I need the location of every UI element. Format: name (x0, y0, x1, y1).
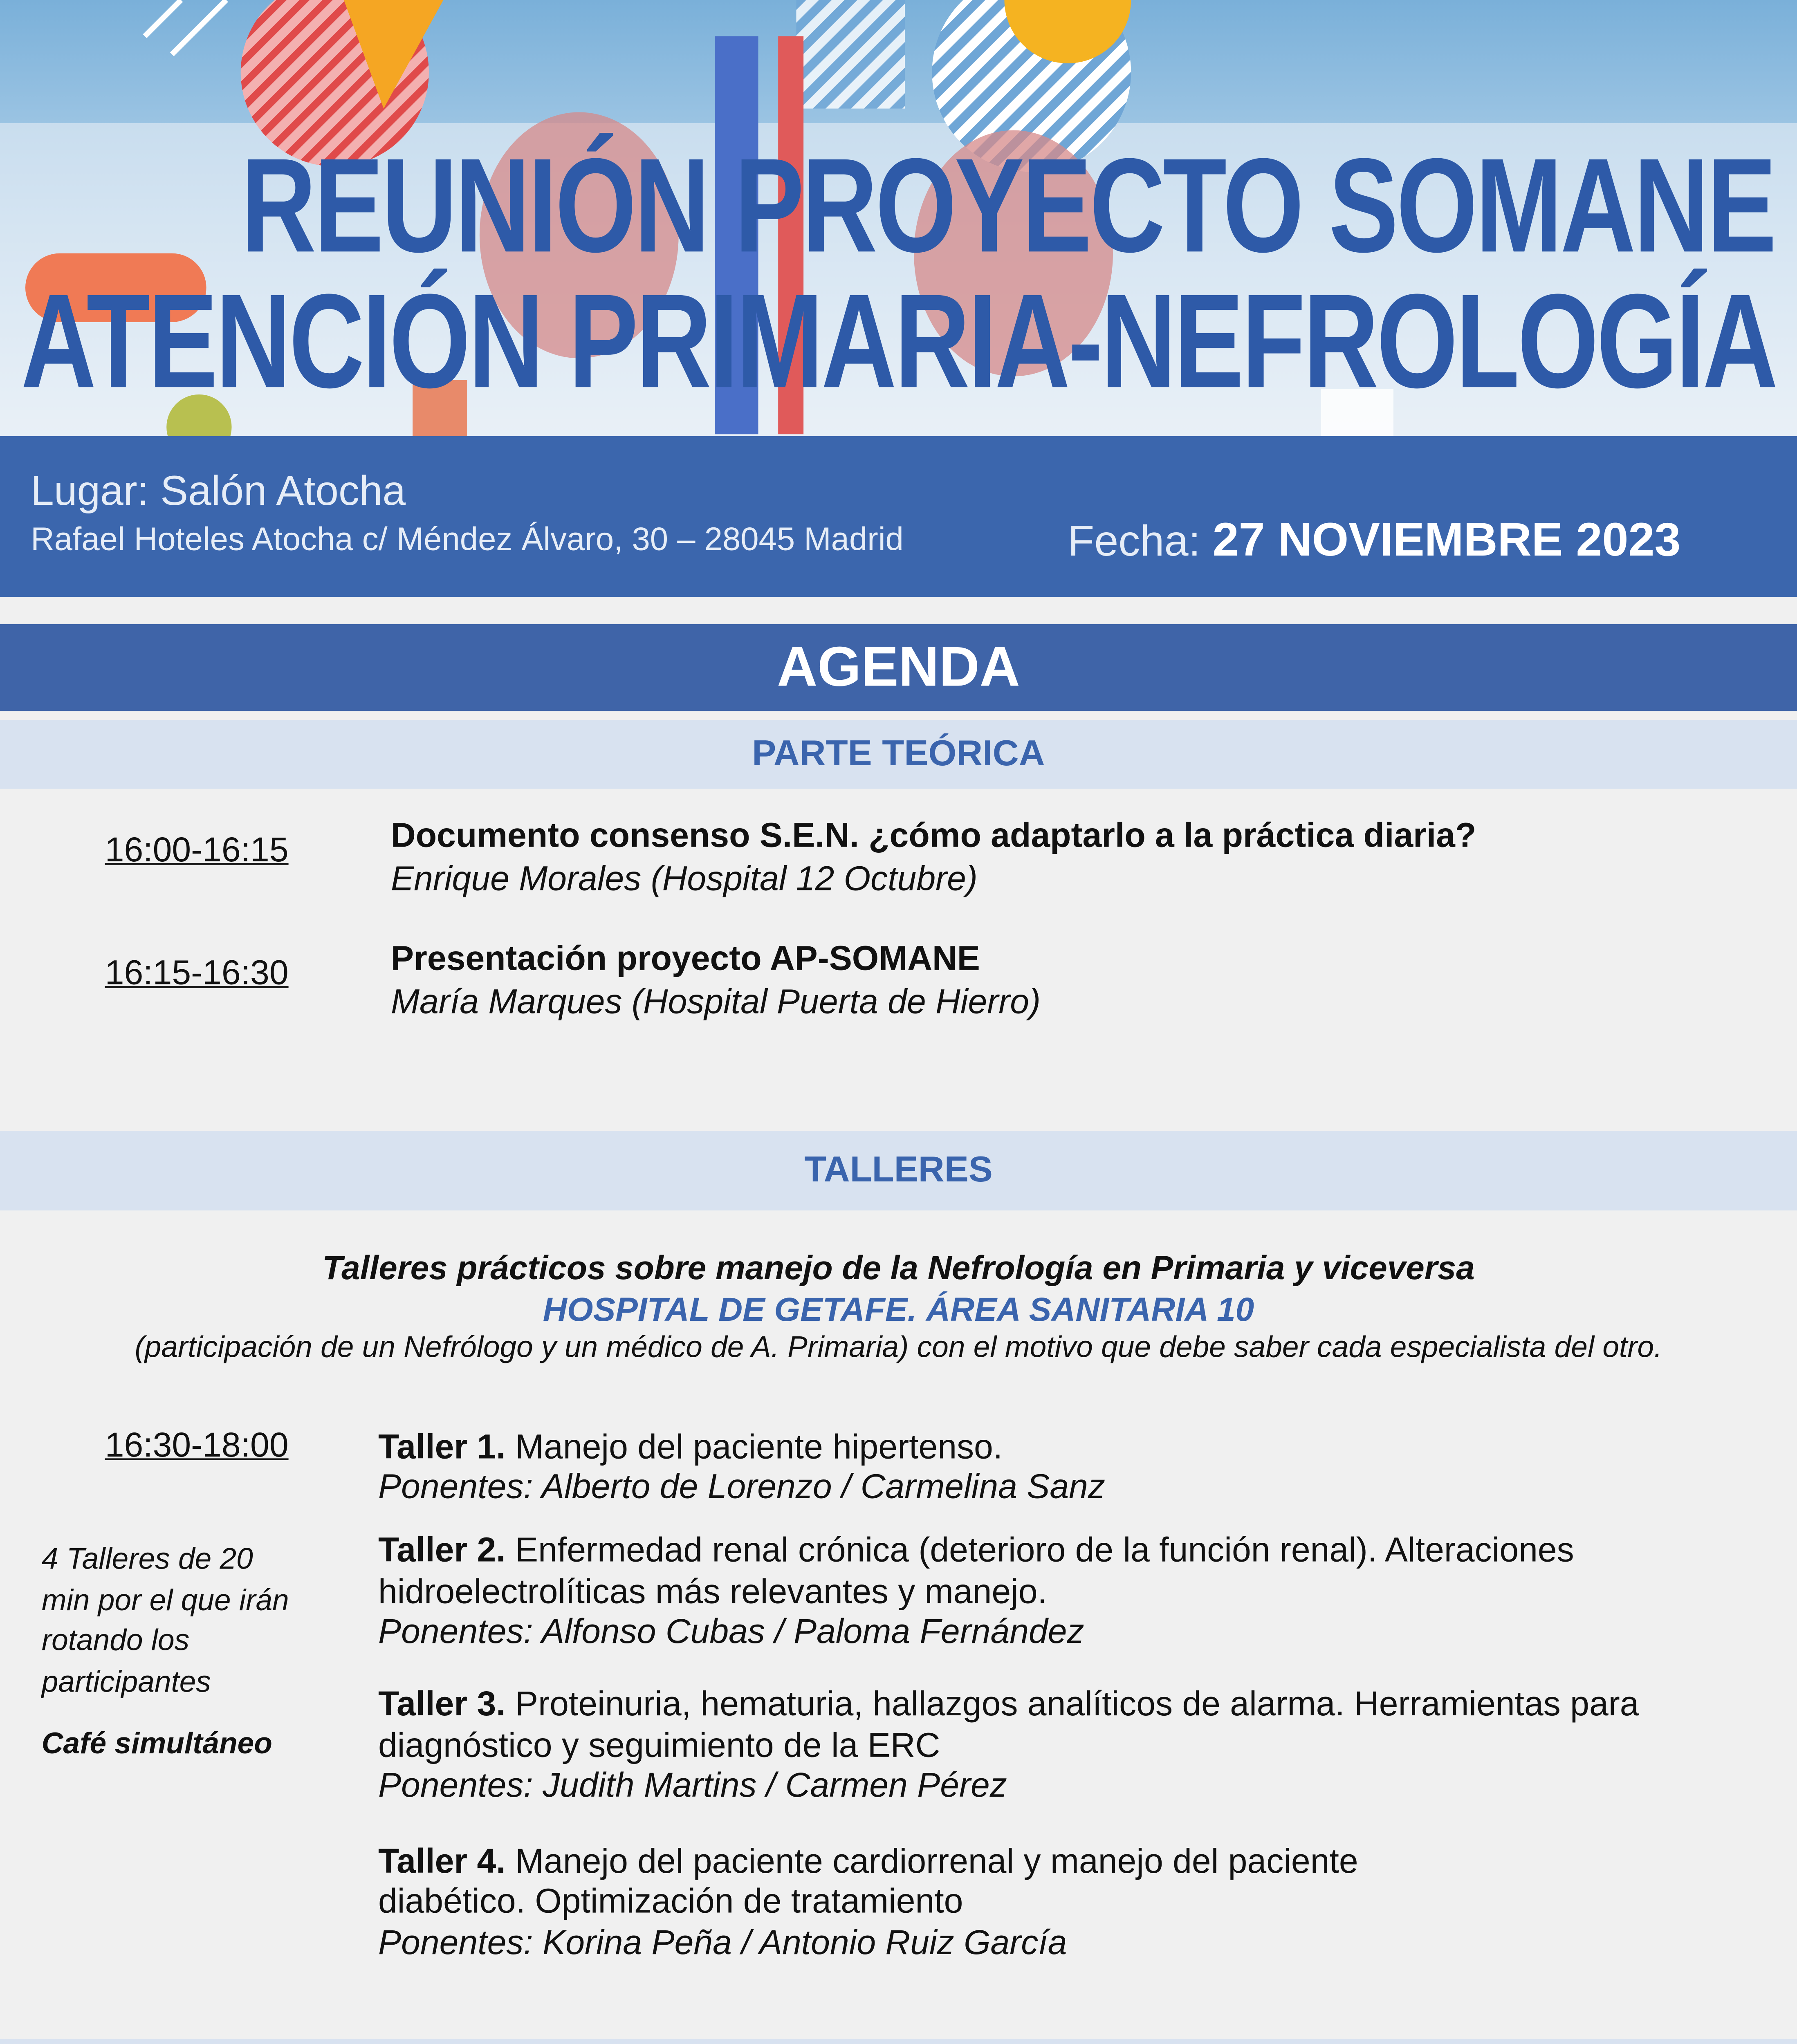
section-puesta-en-comun-heading (0, 2039, 1797, 2044)
location-label: Lugar: Salón Atocha (31, 466, 406, 514)
header-banner (0, 0, 1797, 436)
title-line-2: ATENCIÓN PRIMARIA-NEFROLOGÍA (20, 266, 1775, 416)
workshop-speakers: Ponentes: Korina Peña / Antonio Ruiz García (378, 1925, 1067, 1963)
session-speaker: María Marques (Hospital Puerta de Hierro) (391, 984, 1041, 1022)
agenda-heading: AGENDA (0, 624, 1797, 711)
talleres-side-note (42, 1540, 289, 1765)
talleres-hospital: HOSPITAL DE GETAFE. ÁREA SANITARIA 10 (543, 1290, 1254, 1328)
workshop-text: Enfermedad renal crónica (deterioro de la función renal). Alteraciones (515, 1532, 1574, 1571)
time-slot: 16:00-16:15 (105, 832, 289, 870)
session-title: Presentación proyecto AP-SOMANE (391, 941, 980, 979)
side-note-line: min por el que irán (41, 1584, 289, 1617)
workshop-4 (378, 1842, 1358, 1885)
workshop-label: Taller 1. (378, 1429, 506, 1468)
title-line-1: REUNIÓN PROYECTO SOMANE (241, 130, 1775, 281)
section-parte-teorica-heading: PARTE TEÓRICA (0, 720, 1797, 789)
side-note-line: 4 Talleres de 20 (41, 1543, 253, 1576)
workshop-text: hidroelectrolíticas más relevantes y manejo. (378, 1574, 1047, 1612)
workshop-label: Taller 4. (378, 1844, 506, 1882)
workshop-1 (378, 1428, 1003, 1471)
address: Rafael Hoteles Atocha c/ Méndez Álvaro, 30 – 28045 Madrid (31, 521, 904, 558)
time-slot: 16:30-18:00 (105, 1428, 289, 1466)
workshop-speakers: Ponentes: Alfonso Cubas / Paloma Fernández (378, 1614, 1084, 1652)
date (1068, 512, 1680, 568)
workshop-label: Taller 2. (378, 1532, 506, 1571)
info-bar (0, 436, 1797, 597)
workshop-3 (378, 1685, 1639, 1728)
talleres-note: (participación de un Nefrólogo y un médico de A. Primaria) con el motivo que debe saber cada especialista del otro. (135, 1331, 1662, 1365)
section-talleres-heading: TALLERES (0, 1131, 1797, 1210)
workshop-text: Proteinuria, hematuria, hallazgos analíticos de alarma. Herramientas para (515, 1686, 1639, 1724)
time-slot: 16:15-16:30 (105, 955, 289, 993)
workshop-speakers: Ponentes: Judith Martins / Carmen Pérez (378, 1768, 1007, 1806)
side-note-cafe: Café simultáneo (41, 1728, 272, 1761)
side-note-line: participantes (41, 1665, 211, 1698)
date-value: 27 NOVIEMBRE 2023 (1212, 512, 1681, 567)
workshop-text: Manejo del paciente hipertenso. (515, 1429, 1003, 1468)
workshop-label: Taller 3. (378, 1686, 506, 1724)
date-label: Fecha: (1068, 517, 1201, 567)
workshop-speakers: Ponentes: Alberto de Lorenzo / Carmelina Sanz (378, 1469, 1105, 1507)
session-title: Documento consenso S.E.N. ¿cómo adaptarlo a la práctica diaria? (391, 818, 1476, 856)
workshop-text: diabético. Optimización de tratamiento (378, 1883, 963, 1922)
workshop-text: diagnóstico y seguimiento de la ERC (378, 1728, 940, 1766)
workshop-2 (378, 1531, 1574, 1574)
workshop-text: Manejo del paciente cardiorrenal y manejo del paciente (515, 1844, 1358, 1882)
session-speaker: Enrique Morales (Hospital 12 Octubre) (391, 861, 978, 899)
side-note-line: rotando los (41, 1625, 190, 1658)
talleres-intro-title: Talleres prácticos sobre manejo de la Nefrología en Primaria y viceversa (322, 1248, 1475, 1286)
